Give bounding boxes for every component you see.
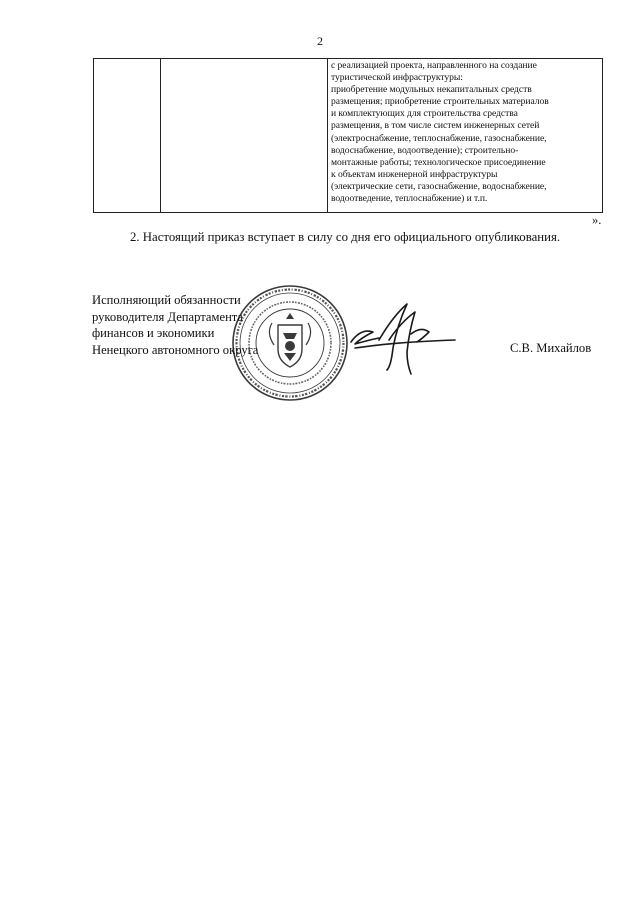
- cell-line: (электрические сети, газоснабжение, водоснабжение,: [331, 180, 547, 192]
- cell-line: и комплектующих для строительства средства: [331, 108, 518, 120]
- cell-line: приобретение модульных некапитальных средств: [331, 84, 532, 96]
- cell-line: водоснабжение, водоотведение); строительно-: [331, 144, 519, 156]
- signatory-block: [92, 292, 258, 358]
- table-cell-empty-1: [94, 59, 161, 213]
- cell-line: размещения; приобретение строительных материалов: [331, 96, 549, 108]
- cell-line: к объектам инженерной инфраструктуры: [331, 168, 498, 180]
- table-cell-empty-2: [161, 59, 328, 213]
- cell-line: туристической инфраструктуры:: [331, 72, 463, 84]
- cell-line: (электроснабжение, теплоснабжение, газоснабжение,: [331, 132, 547, 144]
- signatory-line: Исполняющий обязанности: [92, 293, 241, 307]
- handwritten-signature-icon: [345, 300, 465, 380]
- cell-line: с реализацией проекта, направленного на создание: [331, 60, 537, 71]
- signer-name: С.В. Михайлов: [510, 341, 592, 355]
- cell-text-block: [328, 59, 602, 205]
- table-cell-text: [328, 59, 603, 213]
- cell-line: водоотведение, теплоснабжение) и т.п.: [331, 193, 488, 205]
- cell-line: размещения, в том числе систем инженерных сетей: [331, 120, 540, 132]
- cell-line: монтажные работы; технологическое присоединение: [331, 156, 546, 168]
- closing-quote: ».: [592, 213, 602, 227]
- document-table: [93, 58, 603, 213]
- table-row: [94, 59, 603, 213]
- paragraph-item-2: 2. Настоящий приказ вступает в силу со дня его официального опубликования.: [130, 230, 561, 244]
- signatory-line: руководителя Департамента: [92, 309, 244, 324]
- page-number: 2: [317, 34, 323, 48]
- signatory-line: финансов и экономики: [92, 326, 215, 341]
- signatory-line: Ненецкого автономного округа: [92, 342, 259, 357]
